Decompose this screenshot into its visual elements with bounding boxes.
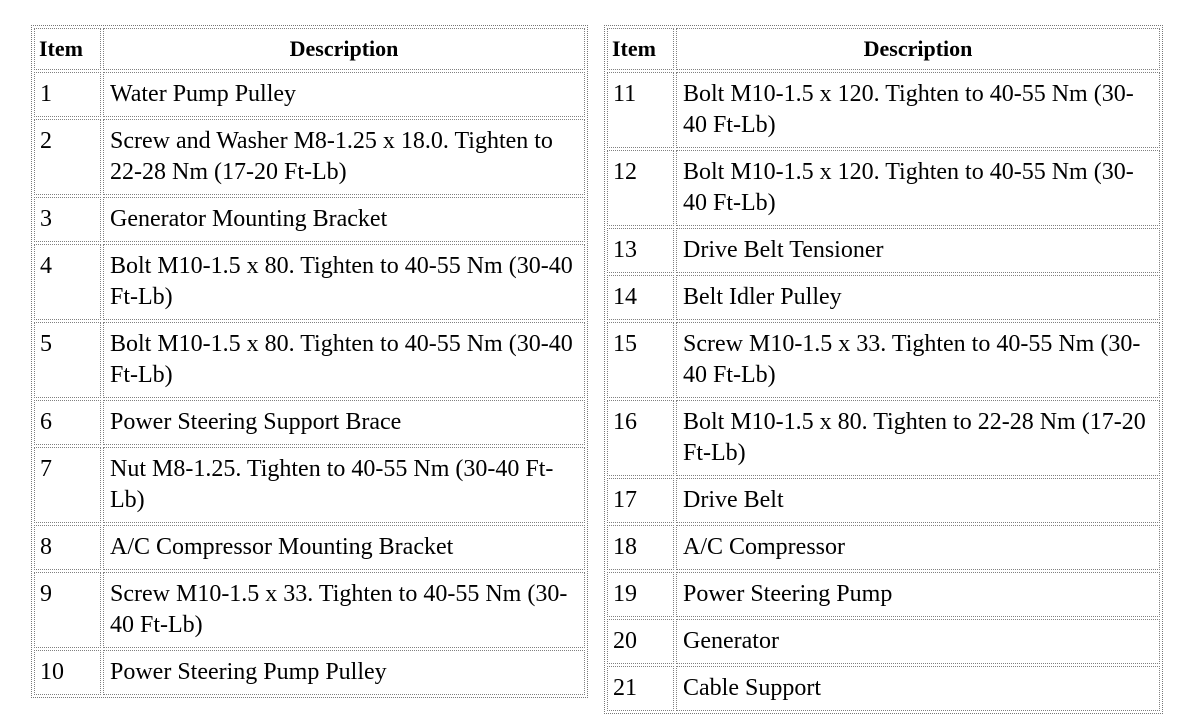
item-number-cell: 18 <box>607 525 674 570</box>
item-number-cell: 13 <box>607 228 674 273</box>
description-cell: Belt Idler Pulley <box>676 275 1160 320</box>
table-row <box>607 228 1160 273</box>
description-cell: Bolt M10-1.5 x 80. Tighten to 40-55 Nm (30-40 Ft-Lb) <box>103 322 585 398</box>
description-cell: Bolt M10-1.5 x 80. Tighten to 40-55 Nm (30-40 Ft-Lb) <box>103 244 585 320</box>
description-cell: Power Steering Pump <box>676 572 1160 617</box>
description-cell: Screw and Washer M8-1.25 x 18.0. Tighten to 22-28 Nm (17-20 Ft-Lb) <box>103 119 585 195</box>
item-number-cell: 17 <box>607 478 674 523</box>
table-row <box>34 72 585 117</box>
table-row <box>607 322 1160 398</box>
item-number-cell: 12 <box>607 150 674 226</box>
item-number-cell: 6 <box>34 400 101 445</box>
description-column-header: Description <box>676 28 1160 70</box>
item-number-cell: 15 <box>607 322 674 398</box>
table-row <box>34 244 585 320</box>
item-number-cell: 1 <box>34 72 101 117</box>
item-number-cell: 19 <box>607 572 674 617</box>
item-number-cell: 9 <box>34 572 101 648</box>
item-number-cell: 21 <box>607 666 674 711</box>
table-row <box>34 322 585 398</box>
table-row <box>607 150 1160 226</box>
description-cell: Nut M8-1.25. Tighten to 40-55 Nm (30-40 Ft-Lb) <box>103 447 585 523</box>
table-row <box>607 666 1160 711</box>
item-number-cell: 4 <box>34 244 101 320</box>
description-cell: A/C Compressor Mounting Bracket <box>103 525 585 570</box>
item-column-header: Item <box>607 28 674 70</box>
description-cell: Water Pump Pulley <box>103 72 585 117</box>
parts-table-right <box>604 25 1163 714</box>
description-cell: Bolt M10-1.5 x 120. Tighten to 40-55 Nm (30-40 Ft-Lb) <box>676 72 1160 148</box>
table-row <box>607 572 1160 617</box>
table-row <box>34 119 585 195</box>
item-number-cell: 16 <box>607 400 674 476</box>
table-row <box>607 619 1160 664</box>
item-number-cell: 5 <box>34 322 101 398</box>
description-cell: Screw M10-1.5 x 33. Tighten to 40-55 Nm (30-40 Ft-Lb) <box>103 572 585 648</box>
description-cell: A/C Compressor <box>676 525 1160 570</box>
item-number-cell: 8 <box>34 525 101 570</box>
header-row <box>34 28 585 70</box>
item-number-cell: 11 <box>607 72 674 148</box>
description-cell: Power Steering Support Brace <box>103 400 585 445</box>
table-row <box>34 197 585 242</box>
header-row <box>607 28 1160 70</box>
parts-table-left <box>31 25 588 698</box>
description-cell: Screw M10-1.5 x 33. Tighten to 40-55 Nm (30-40 Ft-Lb) <box>676 322 1160 398</box>
table-row <box>34 400 585 445</box>
description-cell: Generator Mounting Bracket <box>103 197 585 242</box>
parts-table-right-body <box>607 72 1160 711</box>
table-row <box>34 572 585 648</box>
description-cell: Generator <box>676 619 1160 664</box>
table-row <box>34 525 585 570</box>
description-cell: Drive Belt Tensioner <box>676 228 1160 273</box>
item-number-cell: 14 <box>607 275 674 320</box>
item-number-cell: 3 <box>34 197 101 242</box>
table-row <box>607 72 1160 148</box>
description-cell: Drive Belt <box>676 478 1160 523</box>
description-cell: Power Steering Pump Pulley <box>103 650 585 695</box>
description-cell: Cable Support <box>676 666 1160 711</box>
item-column-header: Item <box>34 28 101 70</box>
description-cell: Bolt M10-1.5 x 120. Tighten to 40-55 Nm (30-40 Ft-Lb) <box>676 150 1160 226</box>
table-row <box>607 275 1160 320</box>
table-row <box>607 525 1160 570</box>
item-number-cell: 2 <box>34 119 101 195</box>
table-row <box>607 400 1160 476</box>
table-row <box>34 650 585 695</box>
item-number-cell: 7 <box>34 447 101 523</box>
table-row <box>607 478 1160 523</box>
item-number-cell: 20 <box>607 619 674 664</box>
description-cell: Bolt M10-1.5 x 80. Tighten to 22-28 Nm (17-20 Ft-Lb) <box>676 400 1160 476</box>
description-column-header: Description <box>103 28 585 70</box>
parts-table-left-body <box>34 72 585 695</box>
table-row <box>34 447 585 523</box>
item-number-cell: 10 <box>34 650 101 695</box>
